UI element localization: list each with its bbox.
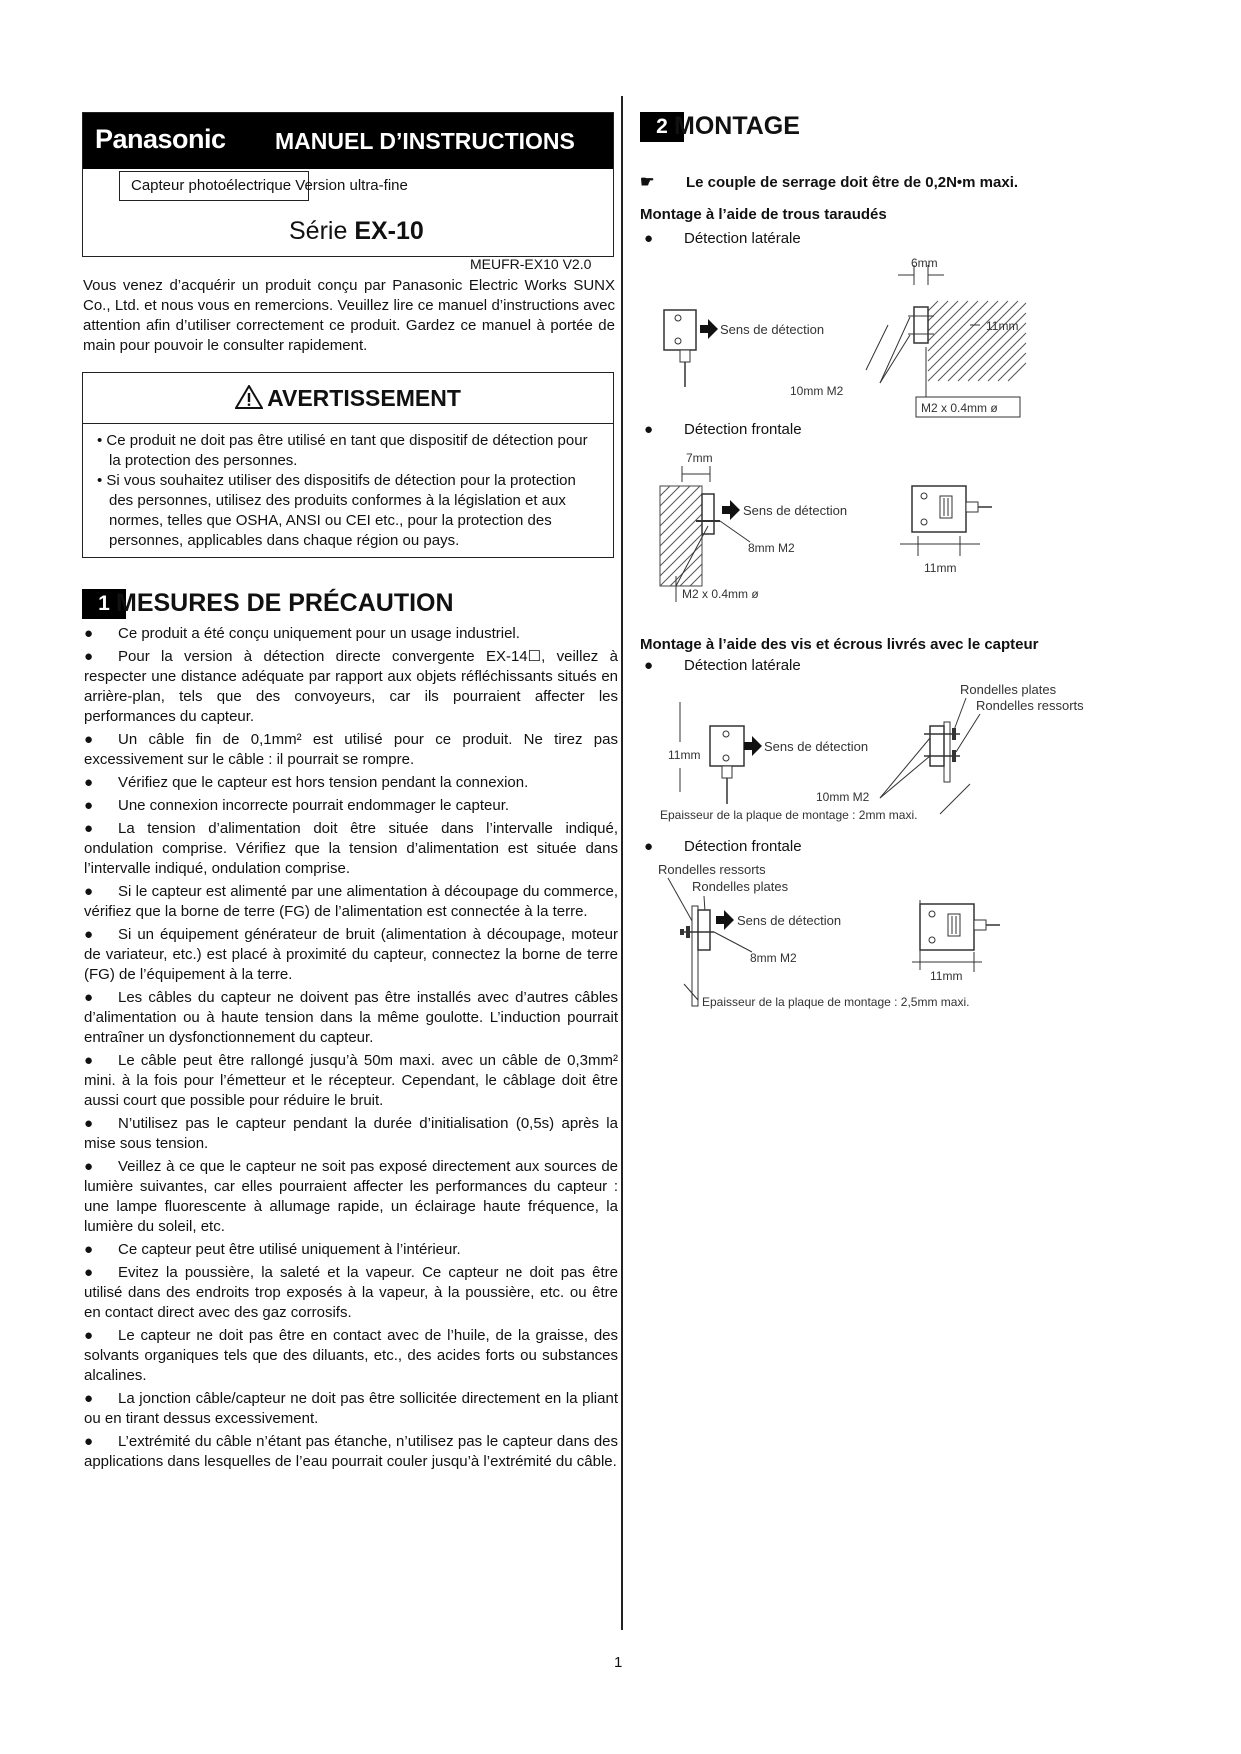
sensing-direction-label: Sens de détection [737,913,842,928]
title-block [82,112,614,257]
torque-note: ☛ Le couple de serrage doit être de 0,2N•m maxi. [640,174,1019,191]
flat-washers-label: Rondelles plates [692,879,789,894]
precaution-item [84,730,618,770]
column-divider [621,96,623,1630]
arrow-right-icon [722,500,740,520]
intro-paragraph: Vous venez d’acquérir un produit conçu par Panasonic Electric Works SUNX Co., Ltd. et nous vous en remercions. Veuillez lire ce manuel d’instructions avec attention afin d’utiliser correctement ce produit. Gardez ce manuel à portée de main pour pouvoir le consulter rapidement. [83,277,615,354]
bullet-icon: ● [84,797,94,814]
precaution-text: Pour la version à détection directe convergente EX-14☐, veillez à respecter une distance adéquate par rapport aux objets réfléchissants situés en arrière-plan, tels que des convoyeurs, car ils pourraient affecter les performances du capteur. [84,648,618,725]
precaution-item [84,647,618,727]
arrow-right-icon [700,319,718,339]
warning-item: • Si vous souhaitez utiliser des dispositifs de détection pour la protection des personnes, utilisez des produits conformes à la législation et aux normes, telles que OSHA, ANSI ou CEI etc., pour la protection des personnes, applicables dans chaque région ou pays. [97,472,576,549]
subtitle: Capteur photoélectrique Version ultra-fine [131,177,408,194]
diagram-tapped-front [640,446,1060,606]
plate-thickness-2-5mm: Epaisseur de la plaque de montage : 2,5mm maxi. [702,995,970,1009]
bullet-icon: ● [84,820,94,837]
precaution-item [84,1326,618,1386]
precaution-text: Un câble fin de 0,1mm² est utilisé pour ce produit. Ne tirez pas excessivement sur le câble : il pourrait se rompre. [84,731,618,768]
precaution-text: L’extrémité du câble n’étant pas étanche, n’utilisez pas le capteur dans des applications dans lesquelles de l’eau pourrait couler jusqu’à l’extrémité du câble. [84,1433,618,1470]
precaution-text: N’utilisez pas le capteur pendant la durée d’initialisation (0,5s) après la mise sous tension. [84,1115,618,1152]
precautions-list [84,624,618,1475]
side-detection-label-1: ● Détection latérale [644,230,801,247]
warning-divider [83,423,613,424]
bullet-icon: ● [84,625,94,642]
bullet-icon: ● [84,989,94,1006]
bullet-icon: ● [84,774,94,791]
precaution-text: Si le capteur est alimenté par une alimentation à découpage du commerce, vérifiez que la borne de terre (FG) de l’alimentation est connectée à la terre. [84,883,618,920]
precaution-text: Ce produit a été conçu uniquement pour un usage industriel. [118,625,520,642]
sensor-front-view [920,904,1000,950]
hole-spec: M2 x 0.4mm ø [921,401,998,415]
screw-8mm-m2: 8mm M2 [750,951,797,965]
bullet-icon: ● [84,883,94,900]
front-detection-label-2: ● Détection frontale [644,838,802,855]
bullet-icon: ● [84,648,94,665]
precaution-item [84,819,618,879]
bullet-icon: ● [644,657,654,674]
precaution-text: Les câbles du capteur ne doivent pas être installés avec d’autres câbles d’alimentation ou à haute tension dans la même goulotte. L’induction pourrait entraîner un dysfonctionnement du capteur. [84,989,618,1046]
document-reference: MEUFR-EX10 V2.0 [470,256,592,272]
sensing-direction-label: Sens de détection [743,503,848,518]
dimension-6mm: 6mm [911,256,938,270]
precaution-text: La jonction câble/capteur ne doit pas être sollicitée directement en la pliant ou en tirant dessus excessivement. [84,1390,618,1427]
bullet-icon: ● [84,1390,94,1407]
dimension-11mm: 11mm [986,319,1019,333]
section-1-title: MESURES DE PRÉCAUTION [116,589,454,617]
plate-thickness-2mm: Epaisseur de la plaque de montage : 2mm maxi. [660,808,918,822]
front-detection-label-1: ● Détection frontale [644,421,802,438]
precaution-text: Une connexion incorrecte pourrait endommager le capteur. [118,797,510,814]
precaution-item [84,925,618,985]
page-number: 1 [614,1654,623,1671]
precaution-item [84,773,618,793]
precaution-text: Le capteur ne doit pas être en contact avec de l’huile, de la graisse, des solvants organiques tels que des diluants, etc., des acides forts ou substances alcalines. [84,1327,618,1384]
tapped-holes-heading: Montage à l’aide de trous taraudés [640,206,887,223]
precaution-text: Le câble peut être rallongé jusqu’à 50m maxi. avec un câble de 0,3mm² mini. à la fois pour l’émetteur et le récepteur. Cependant, le câblage doit être aussi court que possible pour réduire le bruit. [84,1052,618,1109]
diagram-screws-front [640,860,1060,1020]
precaution-item [84,1157,618,1237]
sensor-side-view [710,726,744,804]
precaution-text: La tension d’alimentation doit être située dans l’intervalle indiqué, ondulation comprise. Vérifiez que la tension d’alimentation est située dans l’intervalle indiqué, ondulation comprise. [84,820,618,877]
bullet-icon: ● [644,838,654,855]
bullet-icon: ● [84,731,94,748]
dimension-11mm: 11mm [930,969,963,983]
bullet-icon: ● [84,1433,94,1450]
hole-spec: M2 x 0.4mm ø [682,587,759,601]
section-2-title: MONTAGE [674,112,800,140]
section-2-number: 2 [640,112,684,142]
mount-plate-hatched [660,486,702,586]
warning-list [93,431,593,551]
pointing-hand-icon: ☛ [640,174,655,191]
precaution-item [84,1051,618,1111]
screws-heading: Montage à l’aide des vis et écrous livrés avec le capteur [640,636,1039,653]
series-model: EX-10 [354,217,424,245]
screw-10mm-m2: 10mm M2 [790,384,844,398]
screw-8mm-m2: 8mm M2 [748,541,795,555]
precaution-item [84,1263,618,1323]
sensing-direction-label: Sens de détection [764,739,869,754]
warning-item: • Ce produit ne doit pas être utilisé en tant que dispositif de détection pour la protection des personnes. [97,432,588,469]
precaution-item [84,988,618,1048]
bullet-icon: ● [84,1052,94,1069]
precaution-text: Veillez à ce que le capteur ne soit pas exposé directement aux sources de lumière suivantes, car elles pourraient affecter les performances du capteur : une lampe fluorescente à allumage rapide, un éclairage haute fréquence, la lumière du soleil, etc. [84,1158,618,1235]
bullet-icon: ● [644,230,654,247]
bullet-icon: ● [84,1241,94,1258]
sensing-direction-label: Sens de détection [720,322,825,337]
precaution-text: Ce capteur peut être utilisé uniquement à l’intérieur. [118,1241,461,1258]
sensor-front-view [912,486,992,532]
bullet-icon: ● [84,1327,94,1344]
dimension-7mm: 7mm [686,451,713,465]
precaution-item [84,882,618,922]
precaution-item [84,1240,618,1260]
bullet-icon: ● [644,421,654,438]
diagram-screws-side [640,682,1110,852]
screw-10mm-m2: 10mm M2 [816,790,870,804]
precaution-item [84,1432,618,1472]
diagram-tapped-side [640,255,1060,425]
arrow-right-icon [716,910,734,930]
flat-washers-label: Rondelles plates [960,682,1057,697]
bullet-icon: ● [84,1158,94,1175]
arrow-right-icon [744,736,762,756]
precaution-text: Vérifiez que le capteur est hors tension pendant la connexion. [118,774,529,791]
bullet-icon: ● [84,926,94,943]
bullet-icon: ● [84,1115,94,1132]
brand-logo: Panasonic [95,124,226,154]
bullet-icon: ● [84,1264,94,1281]
precaution-text: Evitez la poussière, la saleté et la vapeur. Ce capteur ne doit pas être utilisé dans des endroits trop exposés à la vapeur, à la poussière, etc. ou être en contact direct avec des gaz corrosifs. [84,1264,618,1321]
spring-washers-label: Rondelles ressorts [658,862,766,877]
precaution-item [84,796,618,816]
warning-title: AVERTISSEMENT [83,385,613,412]
manual-title: MANUEL D’INSTRUCTIONS [275,128,575,154]
precaution-item [84,1114,618,1154]
warning-triangle-icon [235,385,263,409]
sensor-side-view [664,310,696,387]
mount-plate [924,722,960,782]
section-1-number: 1 [82,589,126,619]
series-title: Série EX-10 [289,217,424,245]
spring-washers-label: Rondelles ressorts [976,698,1084,713]
warning-box [82,372,614,558]
dimension-11mm: 11mm [668,748,701,762]
precaution-text: Si un équipement générateur de bruit (alimentation à découpage, moteur de variateur, etc.) est placé à proximité du capteur, connectez la borne de terre (FG) de l’équipement à la terre. [84,926,618,983]
precaution-item [84,1389,618,1429]
dimension-11mm: 11mm [924,561,957,575]
precaution-item [84,624,618,644]
side-detection-label-2: ● Détection latérale [644,657,801,674]
